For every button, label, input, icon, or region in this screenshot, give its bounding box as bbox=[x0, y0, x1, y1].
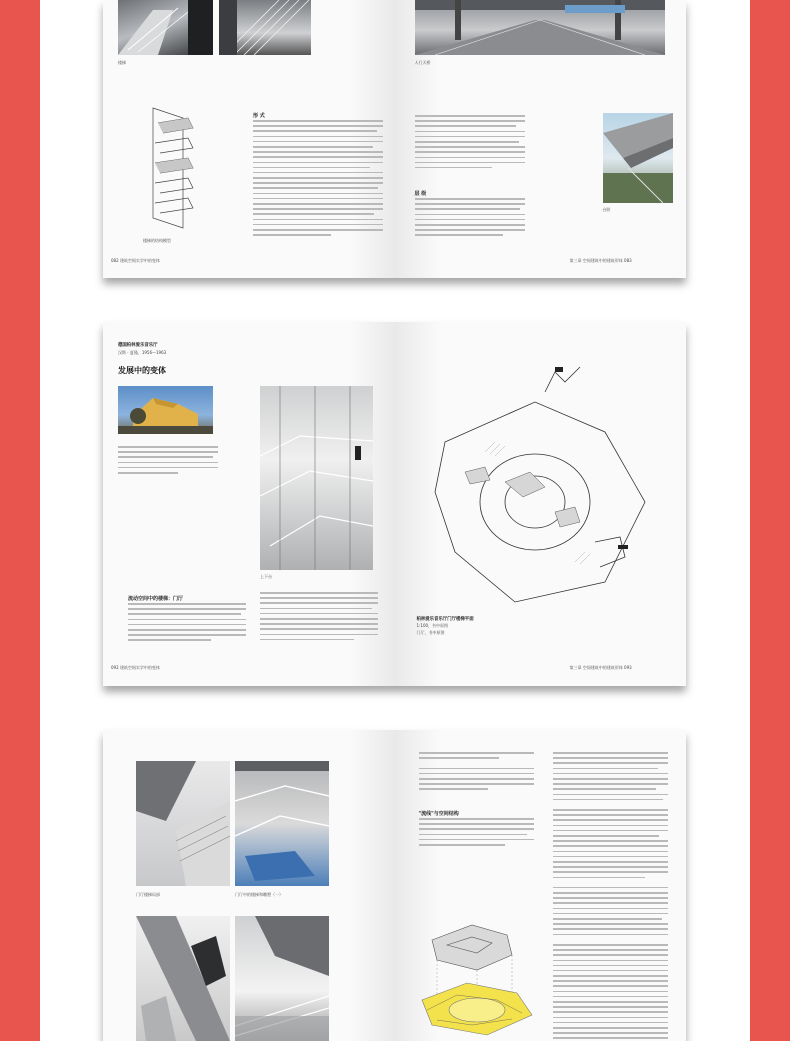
spread3-right-page bbox=[395, 730, 687, 1041]
staircase-photo-dark bbox=[118, 0, 213, 55]
intro-text bbox=[118, 446, 218, 486]
foyer-stair-sculpture-photo bbox=[235, 761, 329, 886]
spread2-right-page bbox=[395, 322, 687, 686]
spread3-left-page bbox=[103, 730, 395, 1041]
project-name: 德国柏林爱乐音乐厅 bbox=[118, 343, 158, 348]
caption-stair-detail: 门厅楼梯局部 bbox=[136, 892, 160, 897]
body-text-right-column bbox=[553, 752, 668, 1041]
caption-steps: 台阶 bbox=[602, 207, 611, 212]
folio-left: 092 建筑空间实学中的变体 bbox=[111, 665, 160, 670]
foyer-plan-drawing bbox=[405, 362, 665, 612]
caption-pedestrian-bridge: 人行天桥 bbox=[414, 60, 431, 65]
foyer-stair-photo bbox=[260, 386, 373, 570]
plan-diagram-title: 柏林爱乐音乐厅门厅楼梯平面 bbox=[416, 617, 474, 622]
spread1-left-page bbox=[103, 0, 395, 278]
section-heading-level: 层 级 bbox=[414, 191, 427, 197]
book-spread-2 bbox=[103, 322, 686, 686]
plan-diagram-meta-1: 1:100，书中原图 bbox=[416, 623, 449, 628]
folio-right: 第三章 空间建筑中的建筑形体 093 bbox=[569, 665, 632, 670]
project-meta: 汉斯 · 夏隆，1956—1963 bbox=[118, 350, 167, 355]
philharmonie-exterior-photo bbox=[118, 386, 213, 434]
foyer-text-column bbox=[128, 603, 246, 653]
chapter-title: 发展中的变体 bbox=[118, 366, 166, 375]
folio-right: 第三章 空间建筑中的建筑形体 083 bbox=[569, 258, 632, 263]
spread2-left-page bbox=[103, 322, 395, 686]
body-text-column bbox=[253, 120, 383, 240]
subheading-circulation: "流线"与空间结构 bbox=[418, 811, 459, 817]
plan-diagram-meta-2: 门厅，书中原图 bbox=[416, 630, 445, 635]
body-text-column bbox=[415, 115, 525, 185]
book-spread-1 bbox=[103, 0, 686, 278]
body-text-intro bbox=[419, 752, 534, 807]
body-text-circulation bbox=[419, 818, 534, 858]
caption-stair-diagram: 楼梯的结构模型 bbox=[143, 238, 171, 243]
caption-stair-sculpture: 门厅中的楼梯和雕塑（一） bbox=[235, 892, 283, 897]
spread1-right-page bbox=[395, 0, 687, 278]
body-text-column-2 bbox=[415, 198, 525, 248]
staircase-photo-railing bbox=[219, 0, 311, 55]
foyer-text-column-2 bbox=[260, 592, 378, 652]
foyer-stair-detail-photo bbox=[136, 761, 230, 886]
caption-stairs: 楼梯 bbox=[118, 60, 126, 65]
bridge-underside-photo bbox=[603, 113, 673, 203]
caption-upper-stage: 上下台 bbox=[260, 574, 272, 579]
folio-left: 082 建筑空间实学中的变体 bbox=[111, 258, 160, 263]
subheading-foyer: 流动空间中的楼梯：门厅 bbox=[128, 596, 184, 602]
stair-interior-photo-1 bbox=[136, 916, 230, 1041]
stair-axonometric-diagram bbox=[133, 98, 203, 238]
pedestrian-bridge-photo bbox=[415, 0, 665, 55]
stair-interior-photo-2 bbox=[235, 916, 329, 1041]
book-spread-3 bbox=[103, 730, 686, 1041]
section-heading-form: 形 式 bbox=[253, 113, 265, 119]
axonometric-yellow-diagram bbox=[417, 915, 537, 1041]
